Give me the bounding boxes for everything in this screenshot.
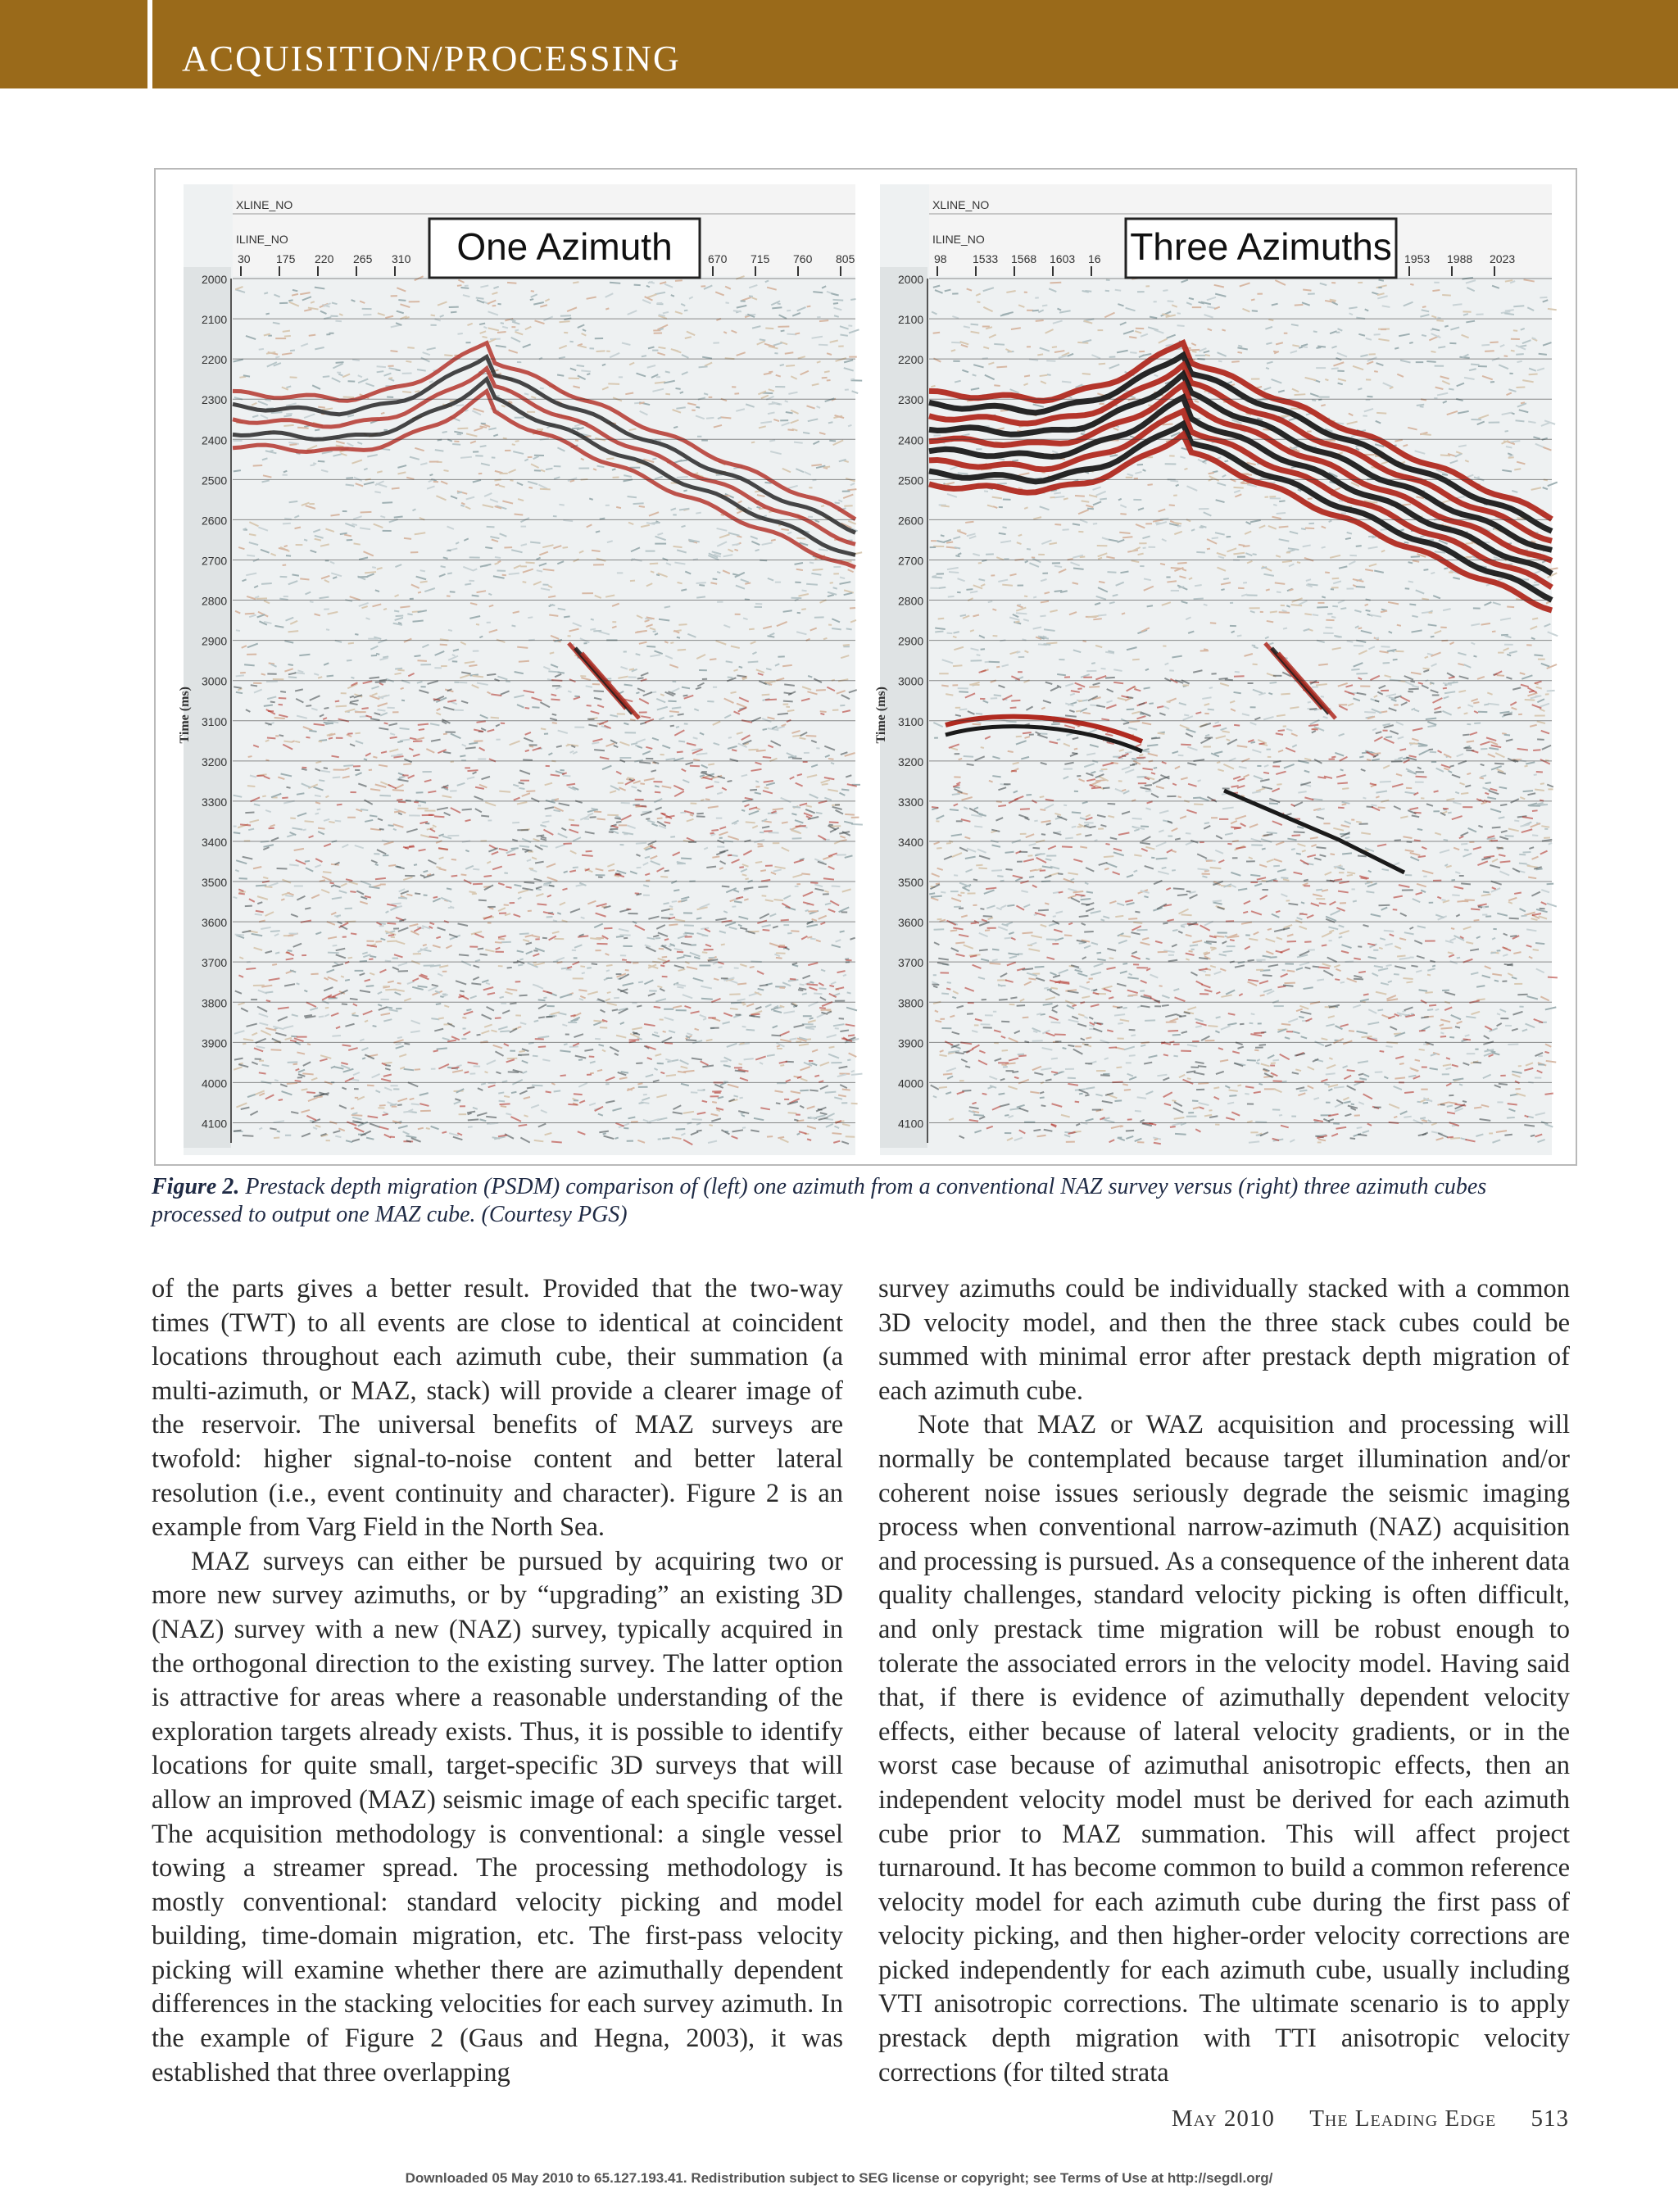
y-tick-label: 2000 bbox=[202, 273, 228, 286]
x-tick-label: 715 bbox=[751, 252, 770, 265]
x-tick-label: 1568 bbox=[1011, 252, 1037, 265]
figure-caption bbox=[152, 1173, 1544, 1229]
y-tick-label: 2700 bbox=[202, 554, 228, 568]
x-tick-label: 98 bbox=[934, 252, 947, 265]
x-tick-label: 1603 bbox=[1050, 252, 1076, 265]
y-tick-label: 3700 bbox=[202, 956, 228, 970]
xline-label: XLINE_NO bbox=[932, 198, 990, 211]
y-tick-label: 2200 bbox=[898, 353, 924, 367]
paragraph: of the parts gives a better result. Provided that the two-way times (TWT) to all events are close to identical at coincident locations throughout each azimuth cube, their summation (a multi-azimuth, or MAZ, stack) will provide a clearer image of the reservoir. The universal benefits of MAZ surveys are twofold: higher signal-to-noise content and better lateral resolution (i.e., event continuity and character). Figure 2 is an example from Varg Field in the North Sea. bbox=[152, 1274, 843, 1543]
section-title: ACQUISITION/PROCESSING bbox=[182, 39, 681, 79]
paragraph: survey azimuths could be individually stacked with a common 3D velocity model, and then the three stack cubes could be summed with minimal error after prestack depth migration of each azimuth cube. bbox=[878, 1274, 1570, 1406]
y-tick-label: 2900 bbox=[202, 634, 228, 648]
y-tick-label: 2000 bbox=[898, 273, 924, 286]
iline-label: ILINE_NO bbox=[932, 233, 985, 246]
page-footer bbox=[1106, 2105, 1569, 2133]
y-tick-label: 2600 bbox=[898, 514, 924, 528]
y-tick-label: 3800 bbox=[898, 996, 924, 1010]
x-tick-label: 16 bbox=[1088, 252, 1101, 265]
y-tick-label: 2100 bbox=[898, 313, 924, 327]
y-tick-label: 2400 bbox=[898, 433, 924, 447]
y-tick-label: 2700 bbox=[898, 554, 924, 568]
time-axis bbox=[178, 267, 231, 1148]
y-tick-label: 3900 bbox=[202, 1036, 228, 1050]
y-tick-label: 2300 bbox=[898, 393, 924, 407]
y-tick-label: 2300 bbox=[202, 393, 228, 407]
header-divider bbox=[147, 0, 152, 88]
x-tick-label: 265 bbox=[353, 252, 373, 265]
panel-title: One Azimuth bbox=[456, 225, 673, 268]
panel-title: Three Azimuths bbox=[1130, 225, 1392, 268]
x-tick-label: 805 bbox=[836, 252, 855, 265]
x-tick-label: 175 bbox=[276, 252, 296, 265]
page-number: 513 bbox=[1531, 2105, 1569, 2132]
time-axis bbox=[874, 267, 927, 1148]
paragraph: Note that MAZ or WAZ acquisition and processing will normally be contemplated because target illumination and/or coherent noise issues seriously degrade the seismic imaging process when conventional narrow-azimuth (NAZ) acquisition and processing is pursued. As a consequence of the inherent data quality challenges, standard velocity picking is often difficult, and only prestack time migration will be robust enough to tolerate the associated errors in the velocity model. Having said that, if there is evidence of azimuthally dependent velocity effects, either because of lateral velocity gradients, or in the worst case because of azimuthal anisotropic effects, then an independent velocity model must be derived for each azimuth cube prior to MAZ summation. This will affect project turnaround. It has become common to build a common reference velocity model for each azimuth cube during the first pass of velocity picking, and then higher-order velocity corrections are picked independently for each azimuth cube, usually including VTI anisotropic corrections. The ultimate scenario is to apply prestack depth migration with TTI anisotropic velocity corrections (for tilted strata bbox=[878, 1410, 1570, 2087]
panel-title-box bbox=[429, 219, 700, 278]
seismic-section-image bbox=[178, 184, 855, 1155]
x-tick-label: 760 bbox=[793, 252, 813, 265]
y-tick-label: 2500 bbox=[898, 474, 924, 487]
y-tick-label: 3200 bbox=[898, 755, 924, 768]
seismic-section-image bbox=[874, 184, 1552, 1155]
y-tick-label: 2900 bbox=[898, 634, 924, 648]
y-tick-label: 4000 bbox=[898, 1077, 924, 1090]
y-tick-label: 3100 bbox=[898, 714, 924, 728]
y-tick-label: 2500 bbox=[202, 474, 228, 487]
y-tick-label: 2100 bbox=[202, 313, 228, 327]
y-tick-label: 3600 bbox=[202, 916, 228, 930]
x-tick-label: 30 bbox=[238, 252, 251, 265]
y-tick-label: 4100 bbox=[898, 1117, 924, 1131]
y-tick-label: 3000 bbox=[202, 674, 228, 688]
y-tick-label: 2800 bbox=[898, 594, 924, 608]
xline-label: XLINE_NO bbox=[236, 198, 293, 211]
seismic-panel-one-azimuth bbox=[178, 184, 855, 1155]
y-tick-label: 3400 bbox=[898, 835, 924, 849]
y-tick-label: 2800 bbox=[202, 594, 228, 608]
footer-month: May 2010 bbox=[1171, 2105, 1275, 2132]
y-tick-label: 3500 bbox=[202, 876, 228, 890]
y-tick-label: 4100 bbox=[202, 1117, 228, 1131]
footer-journal-name: The Leading Edge bbox=[1309, 2105, 1497, 2132]
download-notice: Downloaded 05 May 2010 to 65.127.193.41. Redistribution subject to SEG license or copyright; see Terms of Use at http://segdl.org/ bbox=[405, 2170, 1273, 2186]
y-tick-label: 3100 bbox=[202, 714, 228, 728]
y-tick-label: 4000 bbox=[202, 1077, 228, 1090]
x-tick-label: 1953 bbox=[1404, 252, 1431, 265]
iline-label: ILINE_NO bbox=[236, 233, 288, 246]
x-tick-label: 310 bbox=[392, 252, 411, 265]
x-tick-label: 1988 bbox=[1447, 252, 1473, 265]
y-tick-label: 3600 bbox=[898, 916, 924, 930]
x-tick-label: 220 bbox=[315, 252, 334, 265]
paragraph: MAZ surveys can either be pursued by acquiring two or more new survey azimuths, or by “upgrading” an existing 3D (NAZ) survey with a new (NAZ) survey, typically acquired in the orthogonal direction to the existing survey. The latter option is attractive for areas where a reasonable understanding of the exploration targets already exists. Thus, it is possible to identify locations for quite small, target-specific 3D surveys that will allow an improved (MAZ) seismic image of each specific target. The acquisition methodology is conventional: a single vessel towing a streamer spread. The processing methodology is mostly conventional: standard velocity picking and model building, time-domain migration, etc. The first-pass velocity picking will examine whether there are azimuthally dependent differences in the stacking velocities for each survey azimuth. In the example of Figure 2 (Gaus and Hegna, 2003), it was established that three overlapping bbox=[152, 1546, 843, 2087]
y-tick-label: 3400 bbox=[202, 835, 228, 849]
y-tick-label: 3300 bbox=[898, 795, 924, 809]
seismic-panel-three-azimuths bbox=[874, 184, 1552, 1155]
y-tick-label: 3200 bbox=[202, 755, 228, 768]
x-tick-label: 1533 bbox=[973, 252, 999, 265]
y-tick-label: 3900 bbox=[898, 1036, 924, 1050]
y-tick-label: 3000 bbox=[898, 674, 924, 688]
y-tick-label: 2400 bbox=[202, 433, 228, 447]
y-tick-label: 3800 bbox=[202, 996, 228, 1010]
panel-title-box bbox=[1126, 219, 1396, 278]
body-column-right bbox=[878, 1272, 1570, 2090]
y-tick-label: 3300 bbox=[202, 795, 228, 809]
caption-text: Prestack depth migration (PSDM) comparison of (left) one azimuth from a conventional NAZ survey versus (right) three azimuth cubes processed to output one MAZ cube. (Courtesy PGS) bbox=[152, 1174, 1487, 1227]
y-tick-label: 3500 bbox=[898, 876, 924, 890]
caption-label: Figure 2. bbox=[152, 1174, 240, 1199]
figure-2 bbox=[154, 168, 1577, 1166]
x-tick-label: 2023 bbox=[1490, 252, 1516, 265]
y-tick-label: 2200 bbox=[202, 353, 228, 367]
body-column-left bbox=[152, 1272, 843, 2090]
y-axis-label: Time (ms) bbox=[178, 687, 192, 744]
y-tick-label: 3700 bbox=[898, 956, 924, 970]
x-tick-label: 670 bbox=[708, 252, 728, 265]
y-tick-label: 2600 bbox=[202, 514, 228, 528]
y-axis-label: Time (ms) bbox=[874, 687, 888, 744]
panel-background bbox=[184, 184, 855, 1155]
